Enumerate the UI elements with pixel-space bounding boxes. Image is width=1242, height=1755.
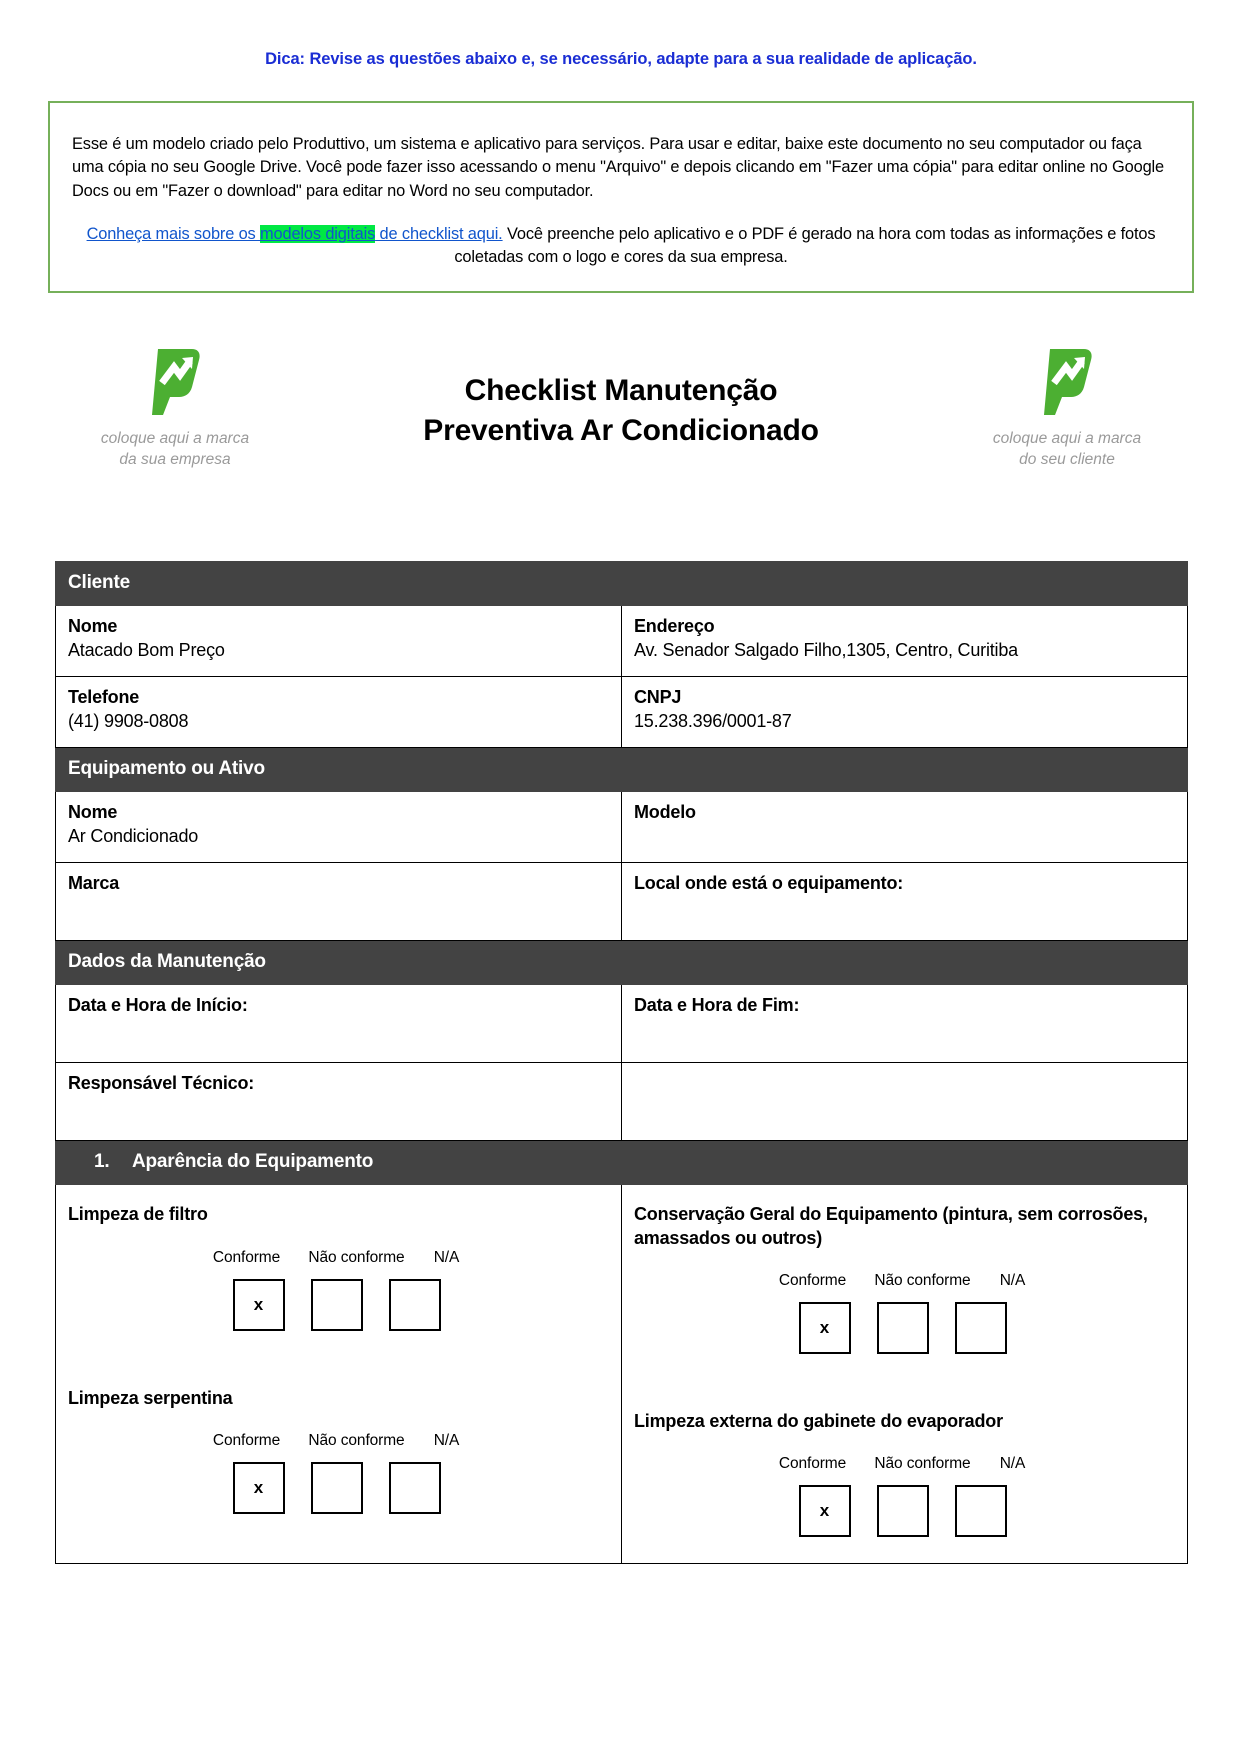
produttivo-logo-icon <box>144 343 206 417</box>
checkbox-na[interactable] <box>389 1279 441 1331</box>
company-brand-caption-line1: coloque aqui a marca <box>100 430 250 448</box>
field-label: Marca <box>68 873 120 894</box>
field-equipamento-marca[interactable] <box>56 863 622 941</box>
field-data-hora-inicio[interactable] <box>56 985 622 1063</box>
digital-models-link[interactable] <box>87 225 503 243</box>
checklist-item-title: Limpeza de filtro <box>68 1204 208 1225</box>
checklist-item-limpeza-de-filtro <box>56 1185 622 1564</box>
tip-banner <box>0 0 1242 69</box>
spacer <box>634 1354 1171 1410</box>
document-header <box>55 333 1187 483</box>
field-cliente-telefone[interactable] <box>56 677 622 748</box>
checklist-checkbox-group <box>634 1302 1171 1354</box>
field-cliente-nome[interactable] <box>56 606 622 677</box>
field-label: Data e Hora de Fim: <box>634 995 800 1016</box>
section-header-aparencia-label: Aparência do Equipamento <box>132 1151 374 1173</box>
checklist-item-title: Limpeza serpentina <box>68 1387 233 1408</box>
field-label: Modelo <box>634 802 696 823</box>
field-responsavel-tecnico-value[interactable] <box>622 1063 1188 1141</box>
field-value: Av. Senador Salgado Filho,1305, Centro, Curitiba <box>634 639 1018 660</box>
field-value: (41) 9908-0808 <box>68 710 189 731</box>
checklist-option-labels <box>68 1249 605 1267</box>
company-brand-caption <box>55 429 295 469</box>
field-value: Atacado Bom Preço <box>68 639 225 660</box>
option-label-nao-conforme: Não conforme <box>308 1248 405 1266</box>
checkbox-na[interactable] <box>389 1462 441 1514</box>
option-label-conforme: Conforme <box>778 1455 847 1473</box>
checklist-item-title: Limpeza externa do gabinete do evaporador <box>634 1410 1003 1431</box>
option-label-nao-conforme: Não conforme <box>874 1271 971 1289</box>
info-paragraph-2-rest: Você preenche pelo aplicativo e o PDF é gerado na hora com todas as informações e fotos coletadas com o logo e cores da sua empresa. <box>454 224 1156 267</box>
table-row <box>56 677 1188 748</box>
field-label: Endereço <box>634 616 715 637</box>
checklist-checkbox-group <box>68 1279 605 1331</box>
field-label: Data e Hora de Início: <box>68 995 248 1016</box>
field-responsavel-tecnico[interactable] <box>56 1063 622 1141</box>
section-header-equipamento-label: Equipamento ou Ativo <box>56 748 1188 792</box>
checkbox-nao-conforme[interactable] <box>311 1462 363 1514</box>
tip-text: Dica: Revise as questões abaixo e, se necessário, adapte para a sua realidade de aplicação. <box>265 50 977 68</box>
section-number: 1. <box>94 1151 110 1173</box>
page-title <box>295 333 947 450</box>
field-label: Responsável Técnico: <box>68 1073 255 1094</box>
checkbox-conforme[interactable]: x <box>233 1462 285 1514</box>
client-brand-caption <box>947 429 1187 469</box>
field-value: 15.238.396/0001-87 <box>634 710 792 731</box>
option-label-na: N/A <box>999 1271 1026 1289</box>
table-row <box>56 792 1188 863</box>
field-data-hora-fim[interactable] <box>622 985 1188 1063</box>
field-label: CNPJ <box>634 687 682 708</box>
checklist-item-conservacao-geral <box>622 1185 1188 1564</box>
checklist-item-title: Conservação Geral do Equipamento (pintura, sem corrosões, amassados ou outros) <box>634 1204 1148 1248</box>
page-title-line2: Preventiva Ar Condicionado <box>423 414 819 448</box>
checklist-option-labels <box>634 1455 1171 1473</box>
field-cliente-endereco[interactable] <box>622 606 1188 677</box>
link-text-pre: Conheça mais sobre os <box>86 224 261 243</box>
checklist-form-table <box>55 561 1188 1564</box>
company-brand-placeholder[interactable] <box>55 333 295 469</box>
field-label: Nome <box>68 802 118 823</box>
client-brand-placeholder[interactable] <box>947 333 1187 469</box>
company-brand-caption-line2: da sua empresa <box>119 450 231 468</box>
option-label-conforme: Conforme <box>212 1248 281 1266</box>
field-label: Nome <box>68 616 118 637</box>
template-info-box <box>48 101 1194 293</box>
section-header-equipamento <box>56 748 1188 792</box>
field-value: Ar Condicionado <box>68 825 199 846</box>
checkbox-nao-conforme[interactable] <box>877 1302 929 1354</box>
client-brand-caption-line1: coloque aqui a marca <box>992 430 1142 448</box>
field-equipamento-local[interactable] <box>622 863 1188 941</box>
option-label-na: N/A <box>433 1431 460 1449</box>
section-header-manutencao <box>56 941 1188 985</box>
option-label-nao-conforme: Não conforme <box>874 1455 971 1473</box>
link-text-post: de checklist aqui. <box>375 224 503 243</box>
checklist-option-labels <box>634 1272 1171 1290</box>
info-paragraph-2 <box>72 223 1170 270</box>
checkbox-conforme[interactable]: x <box>799 1302 851 1354</box>
table-row <box>56 985 1188 1063</box>
field-cliente-cnpj[interactable] <box>622 677 1188 748</box>
page-title-line1: Checklist Manutenção <box>464 374 778 408</box>
checkbox-conforme[interactable]: x <box>233 1279 285 1331</box>
section-header-aparencia <box>56 1141 1188 1185</box>
checklist-option-labels <box>68 1432 605 1450</box>
checkbox-conforme[interactable]: x <box>799 1485 851 1537</box>
section-header-cliente <box>56 562 1188 606</box>
option-label-na: N/A <box>999 1455 1026 1473</box>
table-row <box>56 863 1188 941</box>
table-row <box>56 1063 1188 1141</box>
option-label-nao-conforme: Não conforme <box>308 1431 405 1449</box>
option-label-na: N/A <box>433 1248 460 1266</box>
checkbox-na[interactable] <box>955 1302 1007 1354</box>
checklist-checkbox-group <box>634 1485 1171 1537</box>
section-header-cliente-label: Cliente <box>56 562 1188 606</box>
field-label: Local onde está o equipamento: <box>634 873 904 894</box>
spacer <box>68 1331 605 1387</box>
table-row <box>56 1185 1188 1564</box>
link-highlight[interactable]: modelos digitais <box>260 224 376 243</box>
field-equipamento-nome[interactable] <box>56 792 622 863</box>
checkbox-nao-conforme[interactable] <box>311 1279 363 1331</box>
checkbox-nao-conforme[interactable] <box>877 1485 929 1537</box>
field-equipamento-modelo[interactable] <box>622 792 1188 863</box>
checklist-checkbox-group <box>68 1462 605 1514</box>
client-brand-caption-line2: do seu cliente <box>1019 450 1115 468</box>
section-header-manutencao-label: Dados da Manutenção <box>56 941 1188 985</box>
info-paragraph-1: Esse é um modelo criado pelo Produttivo, um sistema e aplicativo para serviços. Para usar e editar, baixe este documento no seu computador ou faça uma cópia no seu Google Drive. Você pode fazer isso acessando o menu "Arquivo" e depois clicando em "Fazer uma cópia" para editar online no Google Docs ou em "Fazer o download" para editar no Word no seu computador. <box>72 135 1164 200</box>
produttivo-logo-icon <box>1036 343 1098 417</box>
option-label-conforme: Conforme <box>778 1271 847 1289</box>
checkbox-na[interactable] <box>955 1485 1007 1537</box>
table-row <box>56 606 1188 677</box>
option-label-conforme: Conforme <box>212 1431 281 1449</box>
field-label: Telefone <box>68 687 140 708</box>
